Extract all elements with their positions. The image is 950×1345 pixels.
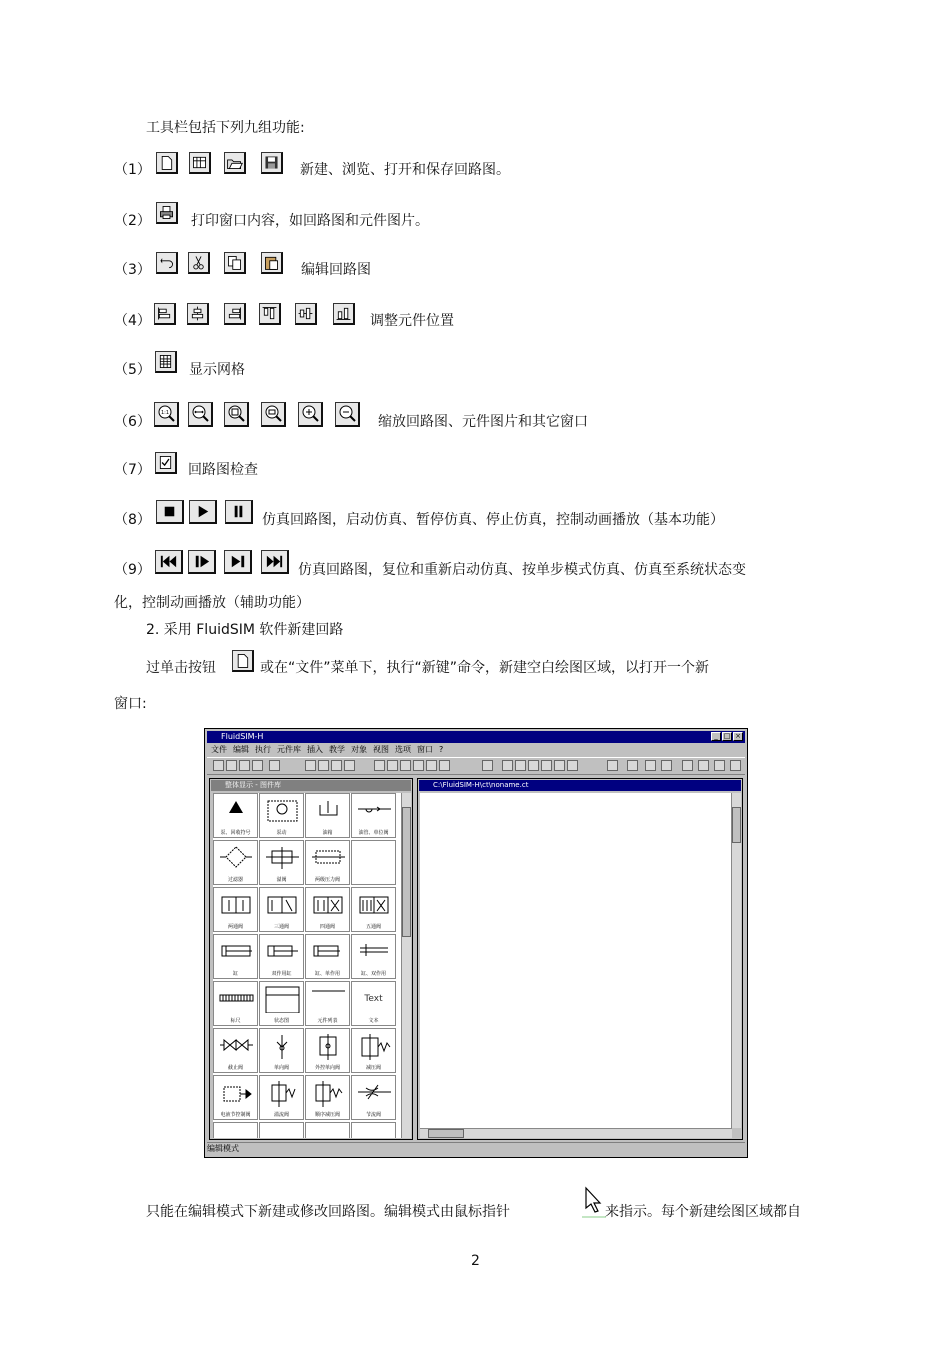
toolbar-check-icon[interactable] [607,760,618,771]
toolbar-cut-icon[interactable] [318,760,329,771]
component-label: 元件列表 [317,1018,338,1024]
text-component: Text [364,994,383,1004]
component-symbol-icon [218,891,255,919]
group-number: （9） [114,562,151,578]
paragraph-text: 只能在编辑模式下新建或修改回路图。编辑模式由鼠标指针 [146,1204,510,1220]
component-cell[interactable] [305,887,350,932]
group-description: 仿真回路图，启动仿真、暂停仿真、停止仿真，控制动画播放（基本功能） [262,512,724,528]
drawing-window-title [419,780,741,791]
component-label: 缸、双作用 [360,971,386,977]
toolbar-align-icon[interactable] [426,760,437,771]
component-symbol-icon [264,985,301,1013]
component-symbol-icon [356,1079,393,1107]
scrollbar-thumb[interactable] [732,807,741,843]
new-file-icon[interactable] [156,152,178,174]
component-label: 顺序减压阀 [314,1112,340,1118]
toolbar-align-icon[interactable] [439,760,450,771]
component-label: 两级压力阀 [314,877,340,883]
component-symbol-icon [218,1079,255,1107]
library-window-title [211,780,411,791]
toolbar-align-icon[interactable] [400,760,411,771]
component-symbol-icon [356,938,393,966]
component-label: 两通阀 [227,924,243,930]
status-text: 编辑模式 [207,1144,239,1153]
grid-icon[interactable] [155,351,177,373]
svg-text:1:1: 1:1 [160,410,170,416]
zoom-all-icon[interactable] [224,402,249,427]
section-heading: 2. 采用 FluidSIM 软件新建回路 [146,622,344,638]
close-icon[interactable]: × [733,732,743,741]
group-number: （7） [114,462,151,478]
component-label: 状态图 [273,1018,289,1024]
align-middle-icon[interactable] [295,303,317,325]
step-mode-icon[interactable] [188,550,216,574]
status-bar [207,1142,745,1155]
group-description: 打印窗口内容，如回路图和元件图片。 [191,213,429,229]
menu-execute[interactable]: 执行 [255,745,271,754]
zoom-in-icon[interactable] [298,402,323,427]
toolbar-pause-icon[interactable] [661,760,672,771]
cut-icon[interactable] [188,252,210,274]
library-window [209,778,413,1140]
component-symbol-icon [310,891,347,919]
component-cell[interactable] [259,840,304,885]
component-symbol-icon [218,1032,255,1060]
component-label: 泵动 [276,830,287,836]
menu-window[interactable]: 窗口 [417,745,433,754]
toolbar-open-icon[interactable] [239,760,250,771]
stop-icon[interactable] [156,500,184,524]
menu-object[interactable]: 对象 [351,745,367,754]
component-symbol-icon [264,797,301,825]
toolbar-undo-icon[interactable] [305,760,316,771]
toolbar-zoom-out-icon[interactable] [567,760,578,771]
toolbar-step-icon[interactable] [698,760,709,771]
group-description: 缩放回路图、元件图片和其它窗口 [378,414,588,430]
component-label: 缸 [232,971,238,977]
menu-edit[interactable]: 编辑 [233,745,249,754]
zoom-out-icon[interactable] [335,402,360,427]
group9-continuation: 化，控制动画播放（辅助功能） [114,595,310,611]
print-icon[interactable] [156,202,178,224]
component-cell[interactable] [351,840,396,885]
component-cell[interactable] [259,1122,304,1138]
component-label: 节流阀 [365,1112,381,1118]
paragraph-text: 窗口: [114,696,147,712]
zoom-fit-icon[interactable] [188,402,213,427]
component-label: 过滤器 [227,877,243,883]
group-number: （4） [114,313,151,329]
undo-icon[interactable] [156,252,178,274]
component-symbol-icon [310,1032,347,1060]
component-symbol-icon [310,985,347,1013]
toolbar [207,757,745,775]
component-label: 五通阀 [365,924,381,930]
component-cell[interactable] [305,840,350,885]
component-label: 溢阀 [276,877,287,883]
window-title-bar [207,731,745,743]
group-description: 调整元件位置 [370,313,454,329]
component-symbol-icon [264,938,301,966]
component-label: 电液节控制阀 [220,1112,251,1118]
toolbar-print-icon[interactable] [269,760,280,771]
component-symbol-icon [310,938,347,966]
toolbar-paste-icon[interactable] [344,760,355,771]
copy-icon[interactable] [224,252,246,274]
zoom-actual-icon[interactable] [154,402,179,427]
page-number: 2 [471,1253,480,1269]
group-number: （5） [114,362,151,378]
toolbar-new-icon[interactable] [213,760,224,771]
toolbar-browse-icon[interactable] [226,760,237,771]
component-label: 油箱 [322,830,333,836]
group-number: （3） [114,262,151,278]
paragraph-text: 过单击按钮 [146,660,216,676]
align-center-icon[interactable] [187,303,209,325]
group-number: （1） [114,162,151,178]
component-symbol-icon [218,844,255,872]
component-cell[interactable] [351,793,396,838]
component-label: 截止阀 [227,1065,243,1071]
toolbar-zoom-in-icon[interactable] [554,760,565,771]
toolbar-zoom-icon[interactable] [515,760,526,771]
zoom-window-icon[interactable] [261,402,286,427]
component-symbol-icon [218,797,255,825]
component-cell[interactable] [213,981,258,1026]
align-left-icon[interactable] [154,303,176,325]
component-symbol-icon [264,891,301,919]
component-cell[interactable] [213,1122,258,1138]
step-forward-icon[interactable] [224,550,252,574]
pause-icon[interactable] [225,500,253,524]
component-label: 标尺 [230,1018,241,1024]
component-cell[interactable] [351,934,396,979]
group-number: （8） [114,512,151,528]
group-description: 新建、浏览、打开和保存回路图。 [300,162,510,178]
menu-bar [207,744,745,756]
component-symbol-icon [218,938,255,966]
toolbar-zoom-icon[interactable] [541,760,552,771]
toolbar-align-icon[interactable] [374,760,385,771]
toolbar-grid-icon[interactable] [482,760,493,771]
component-symbol-icon [264,1032,301,1060]
menu-library[interactable]: 元件库 [277,745,301,754]
component-cell[interactable] [259,1028,304,1073]
simulate-to-state-icon[interactable] [261,550,289,574]
component-grid [213,793,401,1138]
group-description: 编辑回路图 [301,262,371,278]
drawing-title-text: C:\FluidSIM-H\ct\noname.ct [433,781,529,789]
menu-view[interactable]: 视图 [373,745,389,754]
toolbar-zoom-icon[interactable] [528,760,539,771]
menu-file[interactable]: 文件 [211,745,227,754]
group-description: 回路图检查 [188,462,258,478]
scrollbar-thumb[interactable] [402,807,411,937]
component-cell[interactable] [259,981,304,1026]
new-file-icon[interactable] [232,650,254,672]
component-cell[interactable] [305,1122,350,1138]
component-cell[interactable] [259,793,304,838]
component-symbol-icon [264,844,301,872]
drawing-vscroll[interactable] [731,793,741,1128]
component-cell[interactable] [259,887,304,932]
toolbar-step-forward-icon[interactable] [714,760,725,771]
component-cell[interactable] [305,981,350,1026]
toolbar-save-icon[interactable] [252,760,263,771]
component-symbol-icon [310,844,347,872]
component-label: 减压阀 [365,1065,381,1071]
component-symbol-icon [356,1032,393,1060]
mouse-pointer-icon [582,1186,606,1220]
component-cell[interactable] [305,1028,350,1073]
component-cell[interactable] [213,887,258,932]
browse-icon[interactable] [189,152,211,174]
maximize-icon[interactable]: □ [723,732,731,740]
toolbar-play-icon[interactable] [645,760,656,771]
component-symbol-icon [356,891,393,919]
check-circuit-icon[interactable] [155,452,177,474]
component-cell[interactable] [305,934,350,979]
component-cell[interactable] [351,1028,396,1073]
paragraph-text: 或在“文件”菜单下，执行“新键”命令，新建空白绘图区域，以打开一个新 [260,660,710,676]
component-label: 四通阀 [319,924,335,930]
component-cell[interactable] [351,981,396,1026]
component-symbol-icon [310,797,347,825]
toolbar-zoom-icon[interactable] [502,760,513,771]
open-folder-icon[interactable] [224,152,246,174]
component-cell[interactable] [259,934,304,979]
menu-didactics[interactable]: 教学 [329,745,345,754]
component-cell[interactable] [213,1028,258,1073]
menu-insert[interactable]: 插入 [307,745,323,754]
drawing-window [417,778,743,1140]
component-label: 缸、单作用 [314,971,340,977]
menu-help[interactable]: ? [439,745,444,754]
component-symbol-icon [356,797,393,825]
drawing-hscroll[interactable] [420,1128,732,1138]
toolbar-simulate-state-icon[interactable] [730,760,741,771]
library-title-text: 整体显示 - 图件库 [225,781,281,789]
component-cell[interactable] [351,1075,396,1120]
paragraph-text: 来指示。每个新建绘图区域都自 [605,1204,801,1220]
group-number: （2） [114,213,151,229]
group-description: 显示网格 [189,362,245,378]
minimize-icon[interactable]: _ [711,732,721,741]
component-cell[interactable] [213,934,258,979]
fluidsim-window [204,728,748,1158]
component-label: 泵、回收符号 [220,830,251,836]
drawing-canvas[interactable] [420,793,732,1128]
group-number: （6） [114,414,151,430]
component-label: 双作用缸 [271,971,292,977]
component-label: 油管、单位阀 [358,830,389,836]
component-label: 溢流阀 [273,1112,289,1118]
align-bottom-icon[interactable] [333,303,355,325]
scrollbar-thumb[interactable] [428,1129,464,1138]
save-icon[interactable] [261,152,283,174]
component-label: 三通阀 [273,924,289,930]
toolbar-align-icon[interactable] [413,760,424,771]
paste-icon[interactable] [261,252,283,274]
window-title: FluidSIM-H [221,732,264,741]
component-cell[interactable] [213,793,258,838]
component-label: 单向阀 [273,1065,289,1071]
intro-text: 工具栏包括下列九组功能: [146,120,305,136]
component-symbol-icon [310,1079,347,1107]
component-cell[interactable] [213,840,258,885]
component-symbol-icon [218,985,255,1013]
align-top-icon[interactable] [259,303,281,325]
group-description: 仿真回路图，复位和重新启动仿真、按单步模式仿真、仿真至系统状态变 [298,562,746,578]
component-cell[interactable] [213,1075,258,1120]
component-cell[interactable] [351,887,396,932]
component-symbol-icon [264,1079,301,1107]
toolbar-stop-icon[interactable] [627,760,638,771]
component-cell[interactable] [305,1075,350,1120]
toolbar-copy-icon[interactable] [331,760,342,771]
component-label: 文本 [368,1018,379,1024]
library-scrollbar[interactable] [401,793,411,1138]
component-cell[interactable] [305,793,350,838]
play-icon[interactable] [189,500,217,524]
component-label: 外控单向阀 [314,1065,340,1071]
toolbar-align-icon[interactable] [387,760,398,771]
component-cell[interactable] [259,1075,304,1120]
reset-icon[interactable] [155,550,183,574]
toolbar-reset-icon[interactable] [682,760,693,771]
menu-options[interactable]: 选项 [395,745,411,754]
component-cell[interactable] [351,1122,396,1138]
align-right-icon[interactable] [224,303,246,325]
